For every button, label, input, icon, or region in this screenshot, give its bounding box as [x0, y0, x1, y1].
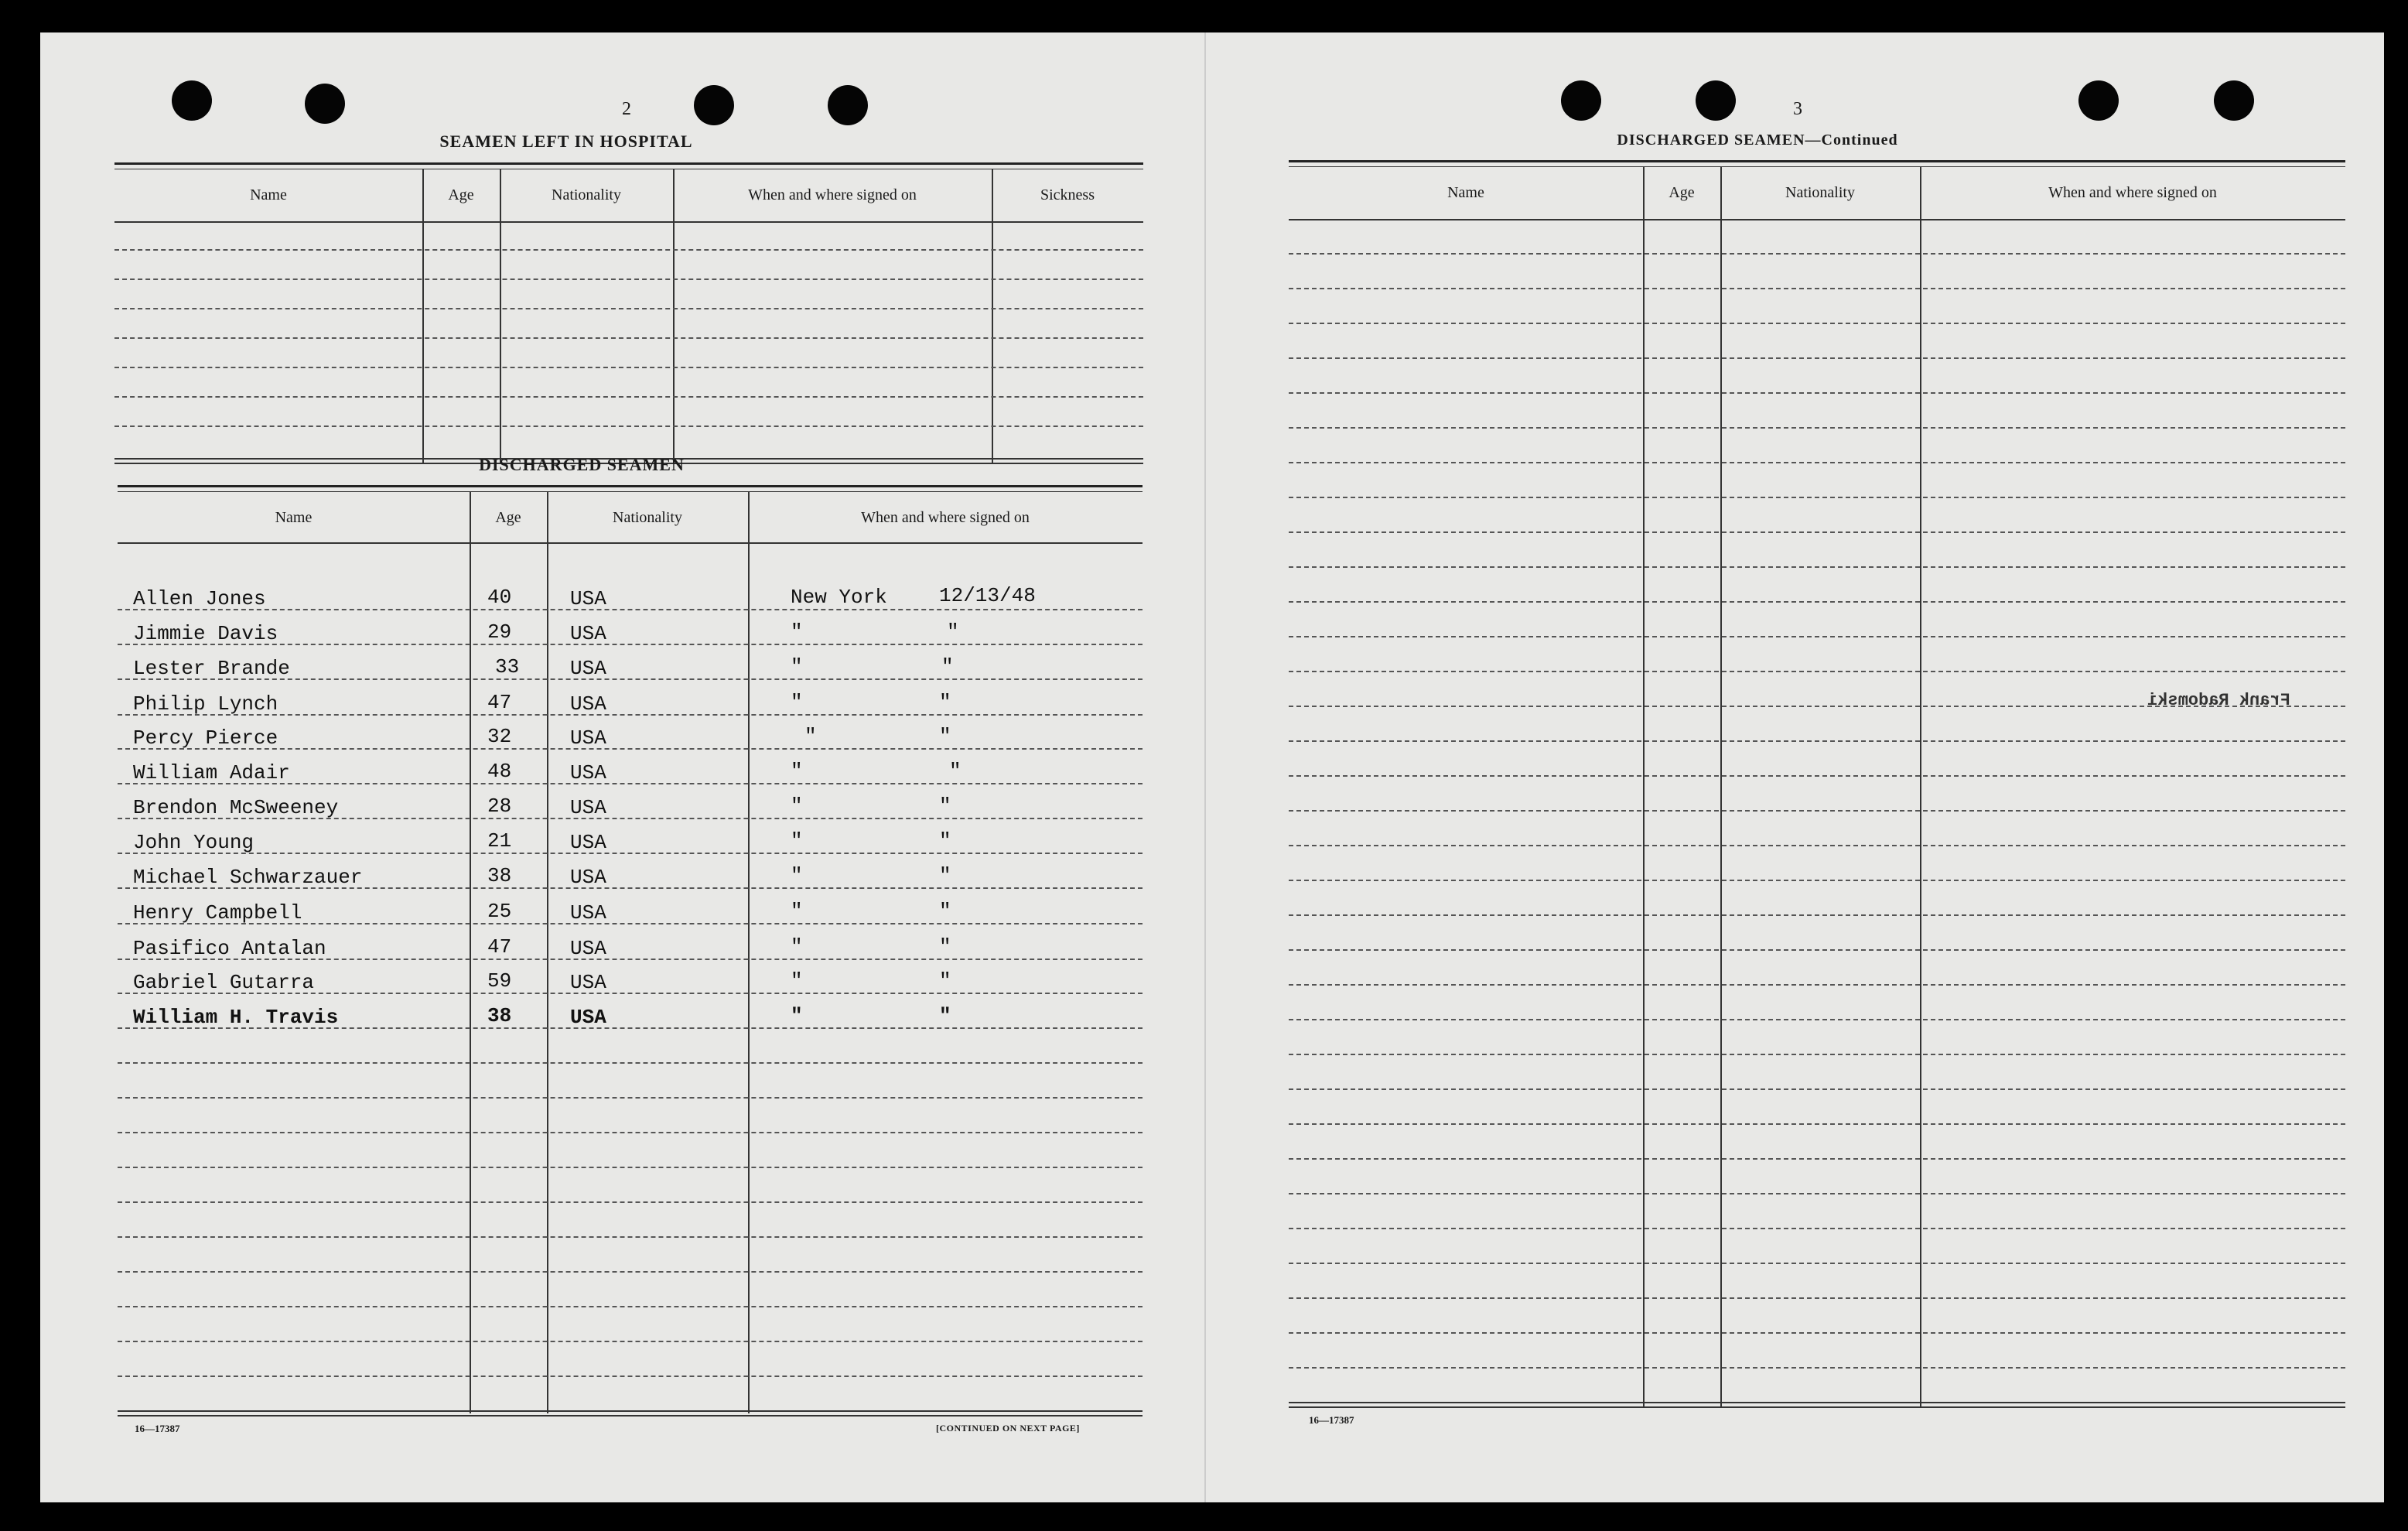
row-7-age: 28 [487, 795, 512, 818]
row-5-nationality: USA [570, 726, 606, 750]
right-discharged-table [1289, 160, 2345, 1410]
row-10-nationality: USA [570, 901, 606, 924]
row-3-age: 33 [495, 655, 520, 678]
hospital-header-name: Name [250, 186, 287, 203]
row-10-name: Henry Campbell [133, 901, 302, 924]
row-11-nationality: USA [570, 937, 606, 960]
punch-hole [2214, 80, 2254, 121]
row-12-nationality: USA [570, 971, 606, 994]
punch-hole [694, 85, 734, 125]
row-1-nationality: USA [570, 587, 606, 610]
row-7-date: " [939, 795, 951, 818]
row-11-place: " [791, 935, 803, 959]
row-9-date: " [939, 864, 951, 887]
row-9-name: Michael Schwarzauer [133, 866, 363, 889]
punch-hole [828, 85, 868, 125]
continued-note: [CONTINUED ON NEXT PAGE] [936, 1423, 1080, 1434]
row-2-age: 29 [487, 620, 512, 644]
right-section-title: DISCHARGED SEAMEN—Continued [1617, 132, 1898, 149]
row-5-date: " [939, 725, 951, 748]
row-10-date: " [939, 900, 951, 923]
left-form-code: 16—17387 [135, 1423, 180, 1434]
row-9-place: " [791, 864, 803, 887]
punch-hole [2078, 80, 2119, 121]
row-6-place: " [791, 760, 803, 783]
row-12-name: Gabriel Gutarra [133, 971, 315, 994]
row-9-nationality: USA [570, 866, 606, 889]
row-4-nationality: USA [570, 692, 606, 716]
row-2-place: " [791, 620, 803, 644]
row-3-nationality: USA [570, 657, 606, 680]
row-11-name: Pasifico Antalan [133, 937, 326, 960]
row-8-age: 21 [487, 829, 512, 853]
row-8-nationality: USA [570, 831, 606, 854]
discharged-header-age: Age [495, 508, 521, 526]
row-1-name: Allen Jones [133, 587, 266, 610]
row-4-place: " [791, 691, 803, 714]
row-8-date: " [939, 829, 951, 853]
row-11-age: 47 [487, 935, 512, 959]
row-4-date: " [939, 691, 951, 714]
row-10-age: 25 [487, 900, 512, 923]
row-1-age: 40 [487, 586, 512, 609]
row-7-nationality: USA [570, 796, 606, 819]
row-12-date: " [939, 969, 951, 993]
row-13-age: 38 [487, 1004, 512, 1027]
row-12-place: " [791, 969, 803, 993]
row-3-date: " [941, 655, 954, 678]
discharged-header-signed-on: When and where signed on [861, 508, 1030, 526]
right-page-number: 3 [1793, 99, 1802, 119]
right-header-signed-on: When and where signed on [2048, 183, 2217, 201]
discharged-section-title: DISCHARGED SEAMEN [479, 455, 685, 474]
punch-hole [172, 80, 212, 121]
row-6-date: " [949, 760, 961, 783]
row-13-name: William H. Travis [133, 1006, 339, 1029]
document-sheet [40, 32, 2384, 1502]
row-6-nationality: USA [570, 761, 606, 784]
hospital-table [114, 162, 1143, 464]
right-form-code: 16—17387 [1309, 1414, 1354, 1426]
hospital-header-nationality: Nationality [552, 186, 621, 203]
bleed-through-signature: Frank Radomski [2147, 691, 2290, 710]
row-10-place: " [791, 900, 803, 923]
row-5-place: " [804, 725, 817, 748]
right-header-name: Name [1447, 183, 1484, 201]
right-header-age: Age [1669, 183, 1695, 201]
row-1-place: New York [791, 586, 887, 609]
page-spine [1204, 32, 1206, 1502]
row-6-age: 48 [487, 760, 512, 783]
row-2-nationality: USA [570, 622, 606, 645]
discharged-header-name: Name [275, 508, 313, 526]
discharged-table [118, 485, 1143, 1417]
hospital-header-signed-on: When and where signed on [748, 186, 917, 203]
punch-hole [1696, 80, 1736, 121]
row-7-name: Brendon McSweeney [133, 796, 339, 819]
row-8-name: John Young [133, 831, 254, 854]
row-4-age: 47 [487, 691, 512, 714]
row-6-name: William Adair [133, 761, 290, 784]
hospital-section-title: SEAMEN LEFT IN HOSPITAL [439, 132, 693, 151]
row-13-date: " [939, 1004, 951, 1027]
left-page-number: 2 [622, 99, 631, 119]
row-5-name: Percy Pierce [133, 726, 278, 750]
row-13-nationality: USA [570, 1006, 606, 1029]
discharged-header-nationality: Nationality [613, 508, 682, 526]
row-1-date: 12/13/48 [939, 584, 1036, 607]
row-3-name: Lester Brande [133, 657, 290, 680]
hospital-header-sickness: Sickness [1040, 186, 1095, 203]
row-7-place: " [791, 795, 803, 818]
row-2-date: " [947, 620, 959, 644]
right-header-nationality: Nationality [1785, 183, 1855, 201]
row-13-place: " [791, 1004, 803, 1027]
hospital-header-age: Age [448, 186, 474, 203]
row-11-date: " [939, 935, 951, 959]
row-9-age: 38 [487, 864, 512, 887]
row-4-name: Philip Lynch [133, 692, 278, 716]
row-8-place: " [791, 829, 803, 853]
row-12-age: 59 [487, 969, 512, 993]
row-2-name: Jimmie Davis [133, 622, 278, 645]
row-5-age: 32 [487, 725, 512, 748]
punch-hole [1561, 80, 1601, 121]
row-3-place: " [791, 655, 803, 678]
punch-hole [305, 84, 345, 124]
